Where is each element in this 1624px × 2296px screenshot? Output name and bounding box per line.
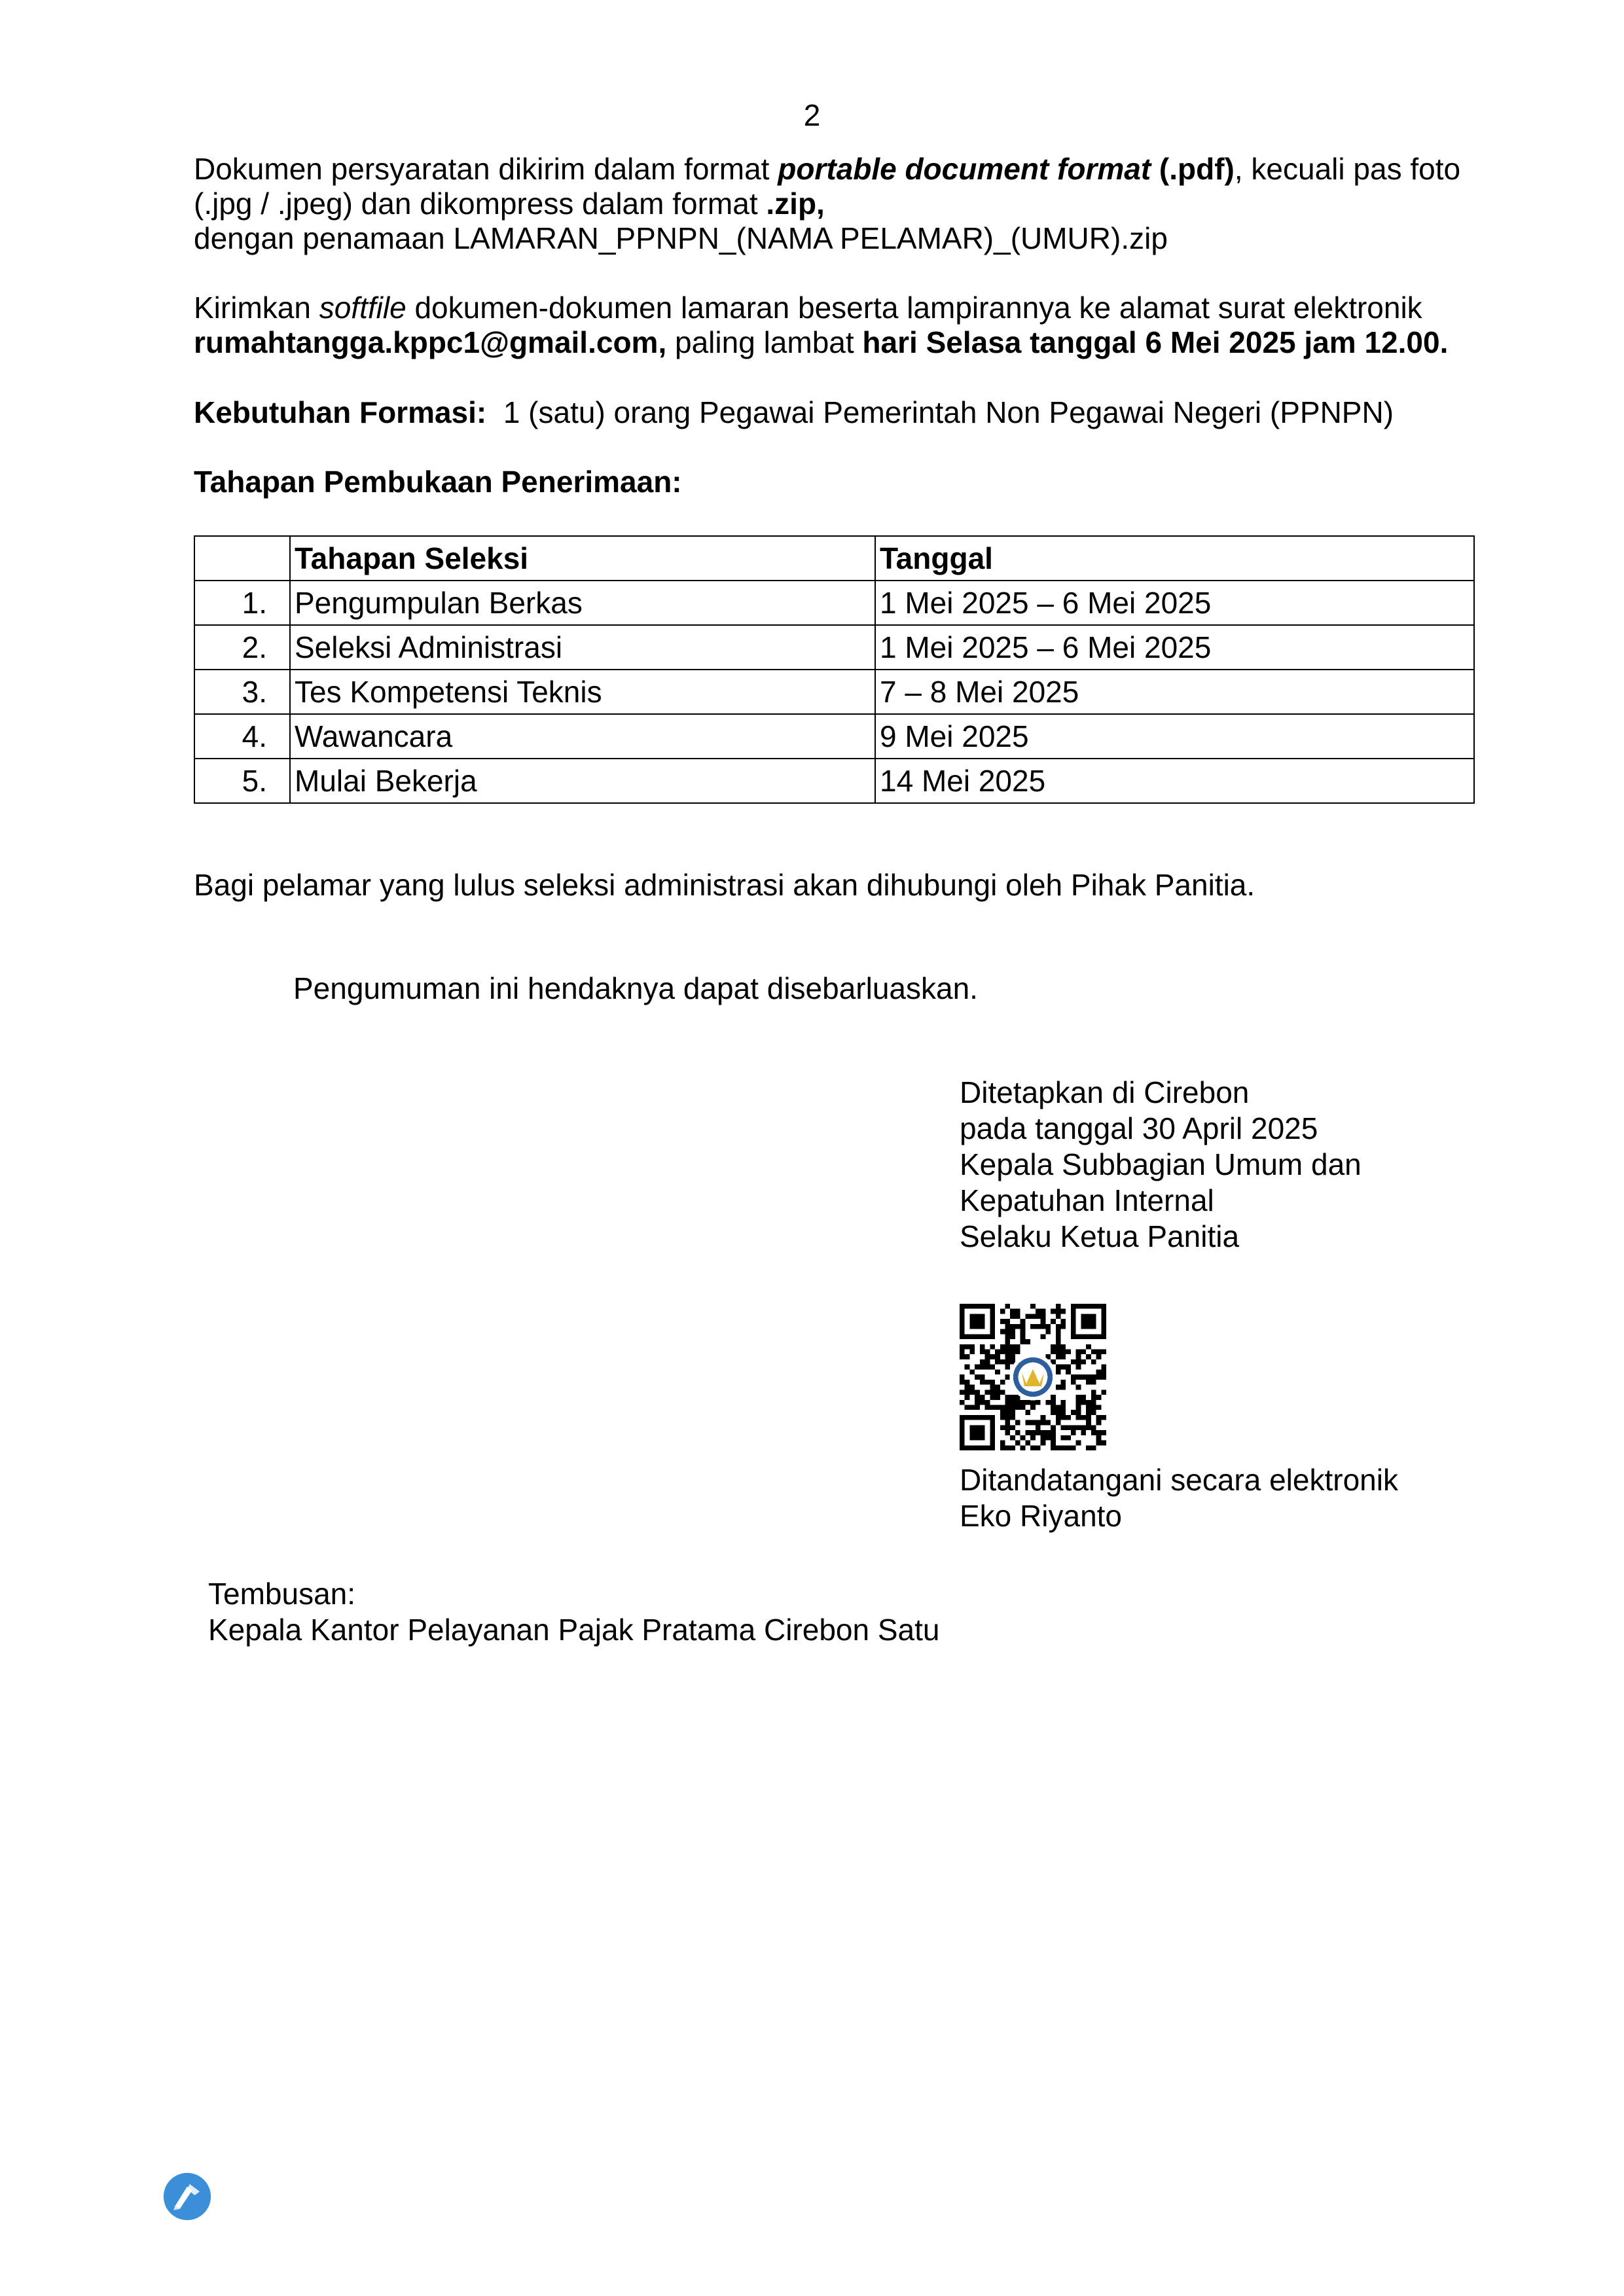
submission-paragraph	[194, 291, 1490, 360]
closing-paragraph: Pengumuman ini hendaknya dapat disebarluaskan.	[293, 971, 978, 1005]
signature-place: Ditetapkan di Cirebon	[960, 1075, 1250, 1109]
intro-text-2: , kecuali pas foto	[1234, 152, 1461, 186]
table-header-date: Tanggal	[875, 536, 1474, 581]
intro-line-1	[194, 152, 1490, 187]
table-cell-date: 7 – 8 Mei 2025	[875, 670, 1474, 714]
submission-text-2: dokumen-dokumen lamaran beserta lampirannya ke alamat surat elektronik	[406, 291, 1422, 325]
table-cell-date: 1 Mei 2025 – 6 Mei 2025	[875, 581, 1474, 625]
signed-note: Ditandatangani secara elektronik	[960, 1463, 1398, 1497]
table-row	[194, 759, 1474, 803]
submission-line-1	[194, 291, 1490, 325]
intro-zip: .zip,	[766, 187, 825, 221]
table-header-row	[194, 536, 1474, 581]
submission-deadline: hari Selasa tanggal 6 Mei 2025 jam 12.00.	[862, 325, 1449, 359]
signature-date: pada tanggal 30 April 2025	[960, 1111, 1318, 1145]
table-cell-number: 4.	[194, 714, 290, 759]
e-sign-logo-icon	[162, 2172, 212, 2221]
signature-title-1: Kepala Subbagian Umum dan	[960, 1147, 1362, 1181]
intro-line-3: dengan penamaan LAMARAN_PPNPN_(NAMA PELAMAR)_(UMUR).zip	[194, 221, 1168, 255]
submission-softfile: softfile	[319, 291, 406, 325]
submission-email[interactable]: rumahtangga.kppc1@gmail.com,	[194, 325, 667, 359]
table-cell-date: 1 Mei 2025 – 6 Mei 2025	[875, 625, 1474, 670]
signature-title-2: Kepatuhan Internal	[960, 1183, 1214, 1217]
table-cell-number: 1.	[194, 581, 290, 625]
ministry-emblem-icon	[1009, 1354, 1056, 1400]
electronic-signature	[960, 1462, 1549, 1534]
table-header-number	[194, 536, 290, 581]
table-cell-number: 5.	[194, 759, 290, 803]
submission-line-2	[194, 325, 1490, 360]
table-cell-date: 14 Mei 2025	[875, 759, 1474, 803]
table-cell-stage: Tes Kompetensi Teknis	[290, 670, 875, 714]
intro-line-2	[194, 187, 1490, 221]
table-row	[194, 625, 1474, 670]
table-cell-stage: Mulai Bekerja	[290, 759, 875, 803]
stages-heading: Tahapan Pembukaan Penerimaan:	[194, 465, 682, 499]
intro-paragraph	[194, 152, 1490, 256]
formation-line	[194, 395, 1490, 430]
cc-recipient: Kepala Kantor Pelayanan Pajak Pratama Cirebon Satu	[208, 1613, 940, 1647]
intro-text: Dokumen persyaratan dikirim dalam format	[194, 152, 778, 186]
signature-role: Selaku Ketua Panitia	[960, 1219, 1240, 1253]
intro-text-3: (.jpg / .jpeg) dan dikompress dalam format	[194, 187, 767, 221]
submission-text-3: paling lambat	[666, 325, 863, 359]
signature-block	[960, 1075, 1549, 1255]
cc-block	[208, 1576, 1386, 1648]
page-number: 2	[803, 98, 821, 132]
qr-code-icon	[960, 1304, 1106, 1450]
intro-format-ext: (.pdf)	[1151, 152, 1235, 186]
formation-label: Kebutuhan Formasi:	[194, 395, 487, 429]
table-cell-date: 9 Mei 2025	[875, 714, 1474, 759]
formation-value: 1 (satu) orang Pegawai Pemerintah Non Pegawai Negeri (PPNPN)	[503, 395, 1394, 429]
signer-name: Eko Riyanto	[960, 1499, 1123, 1533]
table-cell-number: 3.	[194, 670, 290, 714]
table-cell-stage: Wawancara	[290, 714, 875, 759]
submission-text: Kirimkan	[194, 291, 319, 325]
selection-stages-table	[194, 535, 1475, 804]
notice-paragraph: Bagi pelamar yang lulus seleksi administrasi akan dihubungi oleh Pihak Panitia.	[194, 868, 1255, 902]
table-cell-number: 2.	[194, 625, 290, 670]
table-header-stage: Tahapan Seleksi	[290, 536, 875, 581]
table-row	[194, 714, 1474, 759]
table-row	[194, 670, 1474, 714]
intro-format-name: portable document format	[778, 152, 1151, 186]
table-cell-stage: Pengumpulan Berkas	[290, 581, 875, 625]
table-cell-stage: Seleksi Administrasi	[290, 625, 875, 670]
table-row	[194, 581, 1474, 625]
cc-label: Tembusan:	[208, 1577, 356, 1611]
